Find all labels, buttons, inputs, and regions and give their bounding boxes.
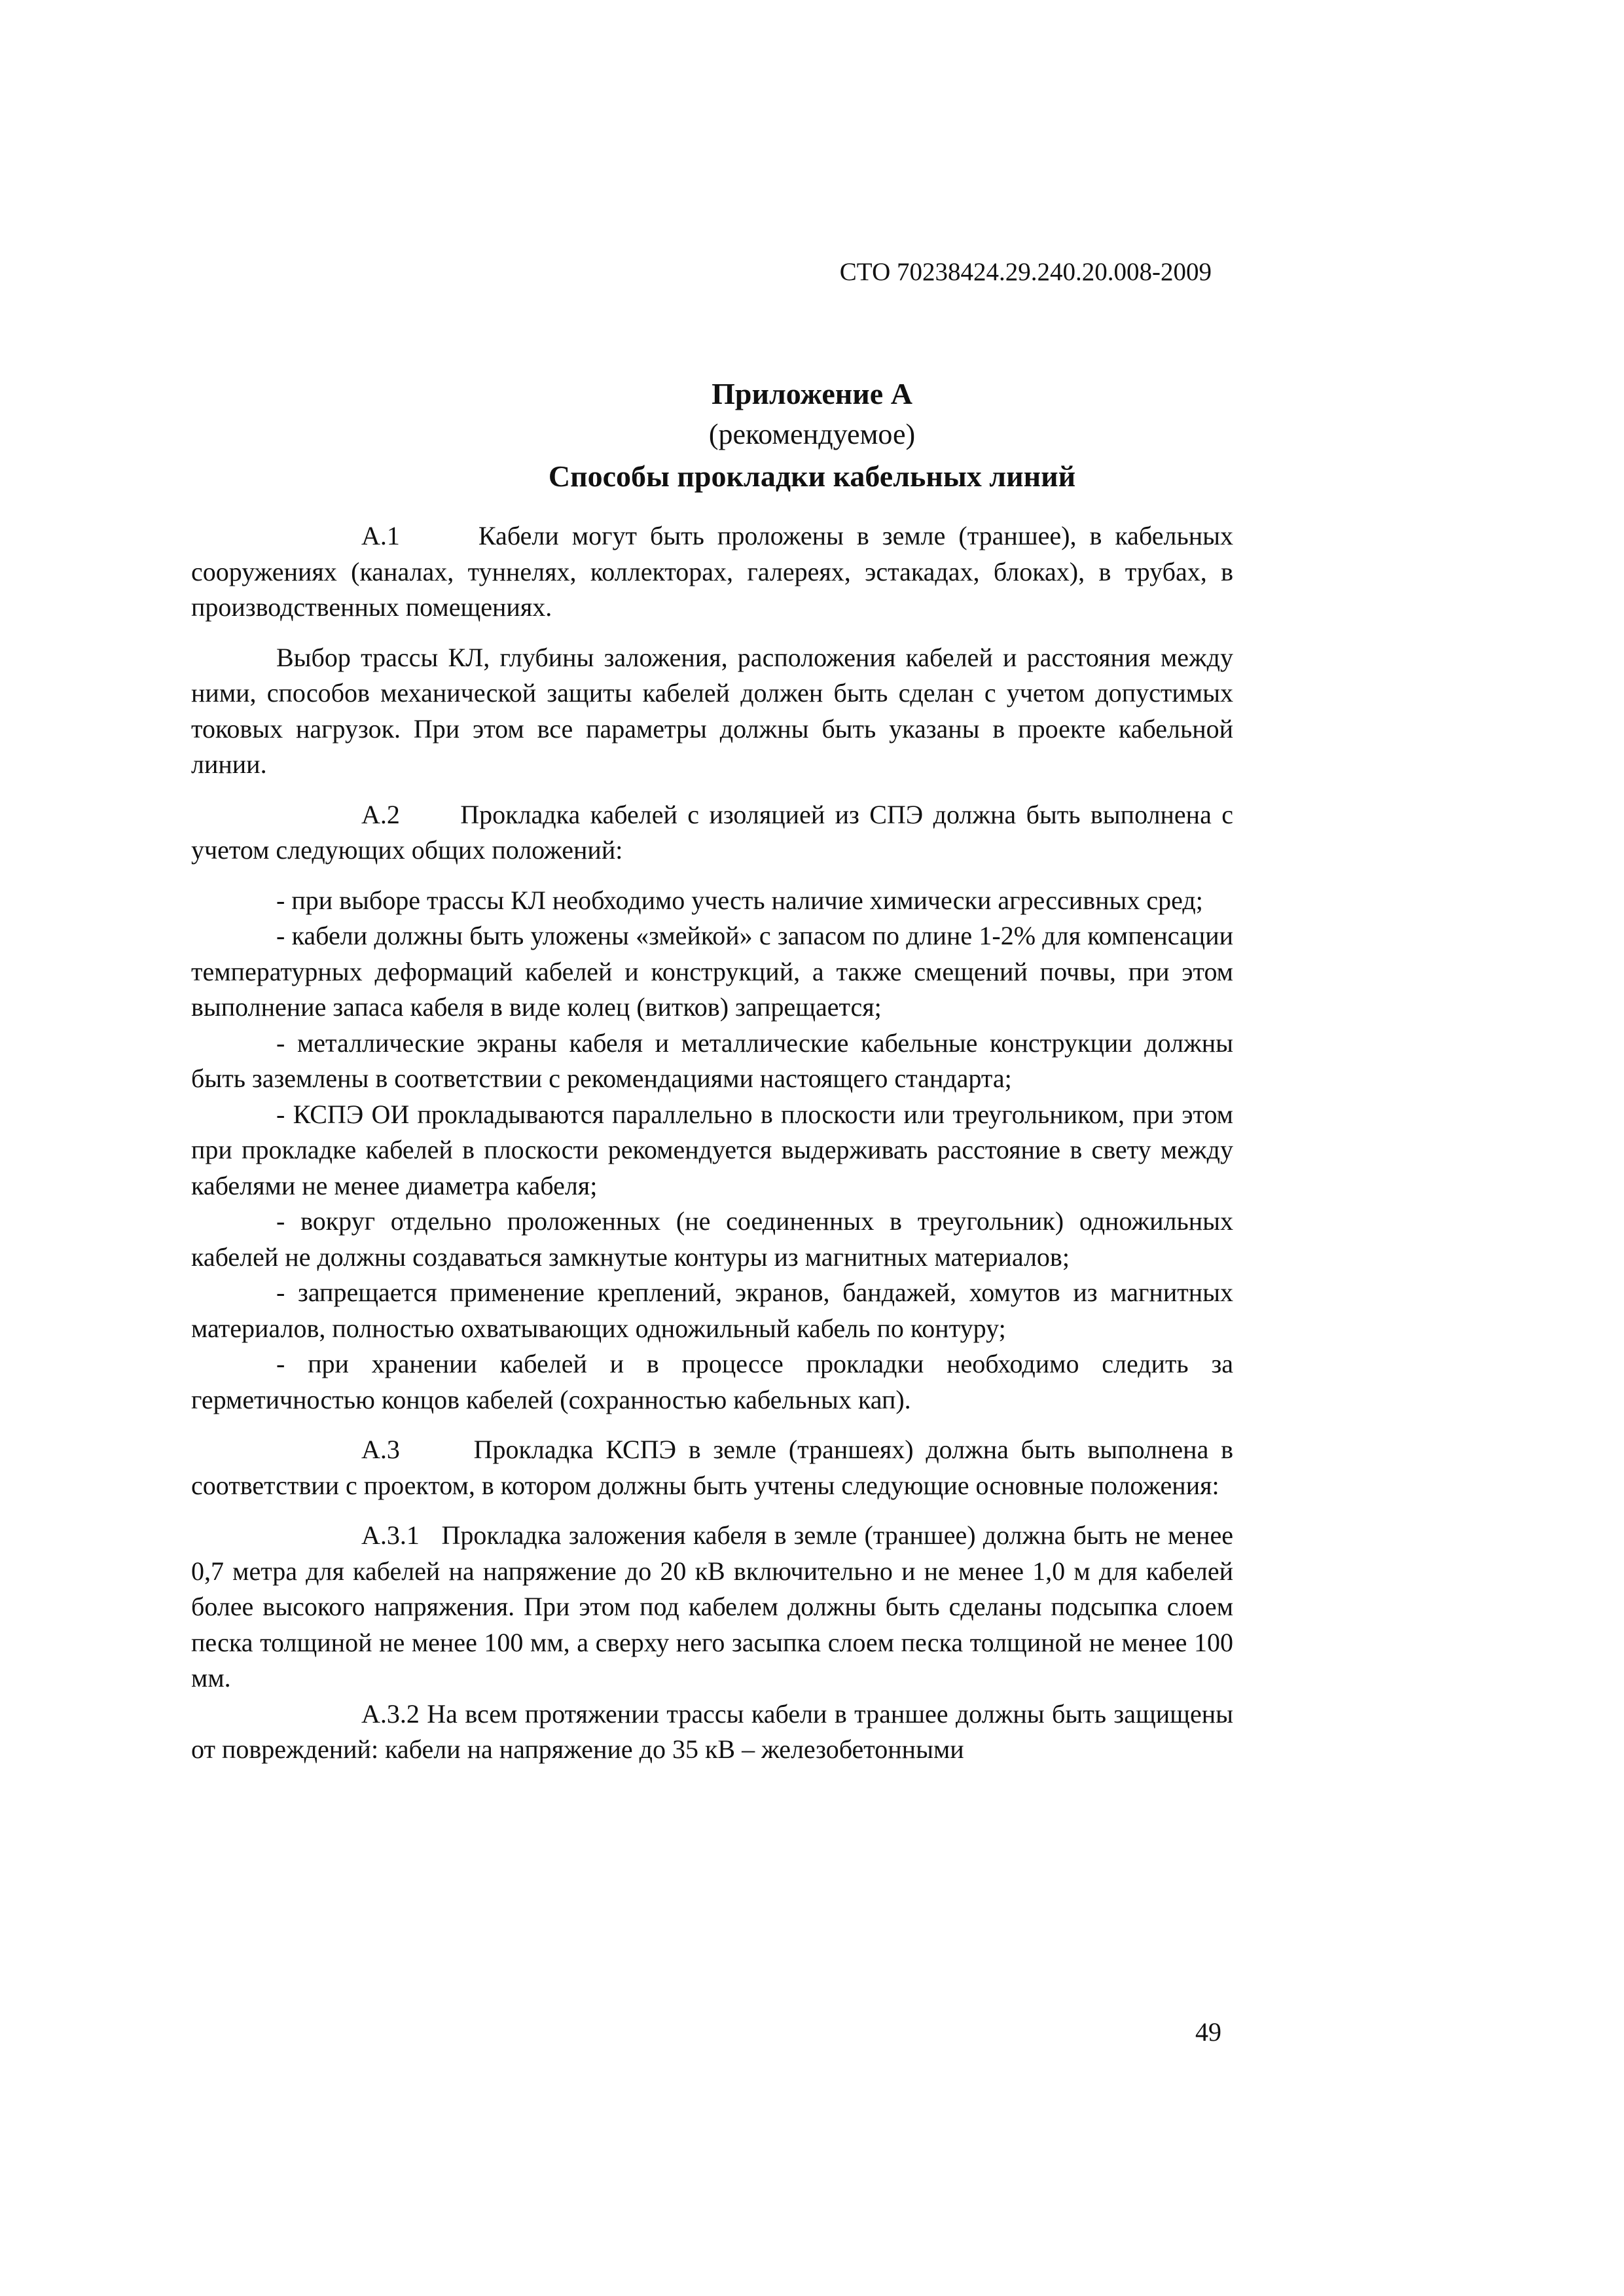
clause-number-a2: А.2 <box>361 799 400 829</box>
page-number: 49 <box>1195 2017 1221 2047</box>
paragraph-a1 <box>191 518 1233 626</box>
clause-number-a3-1: А.3.1 <box>361 1520 420 1550</box>
list-item: - при выборе трассы КЛ необходимо учесть наличие химически агрессивных сред; <box>276 885 1203 915</box>
list-item: - металлические экраны кабеля и металлические кабельные конструкции должны быть заземлены в соответствии с рекомендациями настоящего стандарта; <box>191 1028 1233 1093</box>
clause-text-a3-2: На всем протяжении трассы кабели в траншее должны быть защищены от повреждений: кабели на напряжение до 35 кВ – железобетонными <box>191 1698 1234 1764</box>
list-item: - вокруг отдельно проложенных (не соединенных в треугольник) одножильных кабелей не должны создаваться замкнутые контуры из магнитных материалов; <box>191 1206 1233 1272</box>
appendix-subtitle: (рекомендуемое) <box>708 418 916 450</box>
document-code: СТО 70238424.29.240.20.008-2009 <box>839 258 1212 286</box>
clause-number-a3: А.3 <box>361 1435 400 1464</box>
clause-text-a2: Прокладка кабелей с изоляцией из СПЭ должна быть выполнена с учетом следующих общих положений: <box>191 799 1233 865</box>
clause-text-a1: Кабели могут быть проложены в земле (траншее), в кабельных сооружениях (каналах, туннелях, коллекторах, галереях, эстакадах, блоках), в трубах, в производственных помещениях. <box>191 521 1233 622</box>
clause-number-a1: А.1 <box>361 521 400 550</box>
appendix-title: Приложение А <box>712 377 912 410</box>
paragraph-a3-2 <box>191 1696 1233 1768</box>
paragraph-a2 <box>191 797 1233 869</box>
clause-number-a3-2: А.3.2 <box>361 1698 420 1729</box>
appendix-main-title: Способы прокладки кабельных линий <box>548 459 1076 493</box>
list-item: - КСПЭ ОИ прокладываются параллельно в плоскости или треугольником, при этом при прокладке кабелей в плоскости рекомендуется выдерживать расстояние в свету между кабелями не менее диаметра кабеля; <box>191 1099 1233 1200</box>
clause-text-a3: Прокладка КСПЭ в земле (траншеях) должна быть выполнена в соответствии с проектом, в котором должны быть учтены следующие основные положения: <box>191 1435 1234 1500</box>
document-body <box>191 518 1233 1768</box>
clause-text-a3-1: Прокладка заложения кабеля в земле (траншее) должна быть не менее 0,7 метра для кабелей на напряжение до 20 кВ включительно и не менее 1,0 м для кабелей более высокого напряжения. При этом под кабелем должны быть сделаны подсыпка слоем песка толщиной не менее 100 мм, а сверху него засыпка слоем песка толщиной не менее 100 мм. <box>191 1520 1234 1693</box>
list-item: - кабели должны быть уложены «змейкой» с запасом по длине 1-2% для компенсации температурных деформаций кабелей и конструкций, а также смещений почвы, при этом выполнение запаса кабеля в виде колец (витков) запрещается; <box>191 921 1233 1022</box>
paragraph-a3 <box>191 1432 1233 1503</box>
list-item: - запрещается применение креплений, экранов, бандажей, хомутов из магнитных материалов, полностью охватывающих одножильный кабель по контуру; <box>191 1278 1233 1343</box>
paragraph-route-choice: Выбор трассы КЛ, глубины заложения, расположения кабелей и расстояния между ними, способов механической защиты кабелей должен быть сделан с учетом допустимых токовых нагрузок. При этом все параметры должны быть указаны в проекте кабельной линии. <box>191 642 1233 779</box>
list-item: - при хранении кабелей и в процессе прокладки необходимо следить за герметичностью концов кабелей (сохранностью кабельных кап). <box>191 1349 1233 1414</box>
paragraph-a3-1 <box>191 1518 1233 1696</box>
